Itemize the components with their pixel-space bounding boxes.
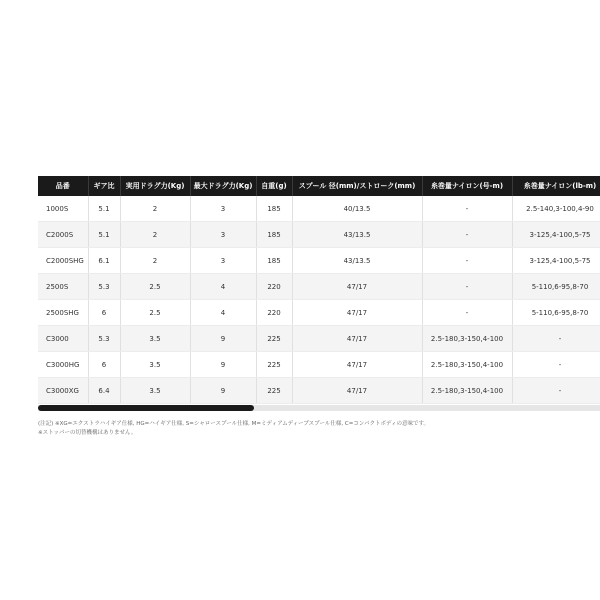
table-cell: 5.3 (88, 274, 120, 300)
table-cell: 2.5 (120, 274, 190, 300)
table-cell: 3.5 (120, 326, 190, 352)
header-cell: 品番 (38, 176, 88, 196)
header-cell: 実用ドラグ力(Kg) (120, 176, 190, 196)
table-cell: 1000S (38, 196, 88, 222)
table-cell: - (512, 378, 600, 404)
table-cell: C3000 (38, 326, 88, 352)
table-cell: 3-125,4-100,5-75 (512, 248, 600, 274)
table-cell: 4 (190, 274, 256, 300)
table-cell: 3 (190, 248, 256, 274)
table-cell: 2 (120, 222, 190, 248)
table-cell: - (512, 352, 600, 378)
table-cell: C3000HG (38, 352, 88, 378)
table-cell: C2000S (38, 222, 88, 248)
spec-table-container (38, 176, 600, 412)
table-cell: - (422, 222, 512, 248)
table-cell: - (422, 274, 512, 300)
scrollbar-thumb[interactable] (38, 405, 254, 411)
table-cell: 47/17 (292, 326, 422, 352)
table-cell: 2500S (38, 274, 88, 300)
table-cell: 9 (190, 352, 256, 378)
header-cell: 最大ドラグ力(Kg) (190, 176, 256, 196)
table-cell: 9 (190, 378, 256, 404)
table-cell: 6 (88, 352, 120, 378)
header-cell: スプール 径(mm)/ストローク(mm) (292, 176, 422, 196)
table-row (38, 196, 600, 222)
table-cell: 2.5-180,3-150,4-100 (422, 352, 512, 378)
table-row (38, 222, 600, 248)
table-cell: 225 (256, 326, 292, 352)
table-row (38, 326, 600, 352)
table-cell: C2000SHG (38, 248, 88, 274)
table-cell: 6.1 (88, 248, 120, 274)
table-cell: 225 (256, 378, 292, 404)
note-line: (注記) ※XG=エクストラハイギア仕様, HG=ハイギア仕様, S=シャロースプール仕様, M=ミディアムディープスプール仕様, C=コンパクトボディの意味です。 (38, 421, 430, 427)
table-cell: 3 (190, 222, 256, 248)
header-cell: 糸巻量ナイロン(号-m) (422, 176, 512, 196)
table-cell: - (512, 326, 600, 352)
table-cell: - (422, 300, 512, 326)
table-cell: C3000XG (38, 378, 88, 404)
table-cell: 40/13.5 (292, 196, 422, 222)
table-cell: 185 (256, 248, 292, 274)
table-cell: 5-110,6-95,8-70 (512, 274, 600, 300)
table-cell: 220 (256, 274, 292, 300)
table-cell: 43/13.5 (292, 248, 422, 274)
table-cell: 47/17 (292, 300, 422, 326)
table-cell: 47/17 (292, 352, 422, 378)
header-cell: ギア比 (88, 176, 120, 196)
table-cell: 3.5 (120, 378, 190, 404)
table-row (38, 248, 600, 274)
table-cell: 2 (120, 248, 190, 274)
table-cell: 47/17 (292, 378, 422, 404)
table-row (38, 378, 600, 404)
table-cell: 185 (256, 222, 292, 248)
table-cell: 3.5 (120, 352, 190, 378)
table-cell: 2.5-140,3-100,4-90 (512, 196, 600, 222)
header-cell: 糸巻量ナイロン(lb-m) (512, 176, 600, 196)
table-cell: 43/13.5 (292, 222, 422, 248)
table-row (38, 300, 600, 326)
table-row (38, 352, 600, 378)
table-cell: 185 (256, 196, 292, 222)
table-cell: 5-110,6-95,8-70 (512, 300, 600, 326)
note-line: ※ストッパーの切替機構はありません。 (38, 430, 137, 436)
table-cell: 2500SHG (38, 300, 88, 326)
horizontal-scrollbar[interactable] (38, 405, 600, 411)
spec-table (38, 176, 600, 404)
table-notes (38, 420, 598, 438)
table-cell: - (422, 196, 512, 222)
table-cell: 2 (120, 196, 190, 222)
table-cell: 3 (190, 196, 256, 222)
table-cell: 9 (190, 326, 256, 352)
table-cell: 220 (256, 300, 292, 326)
table-cell: 47/17 (292, 274, 422, 300)
table-cell: 3-125,4-100,5-75 (512, 222, 600, 248)
table-cell: 5.1 (88, 196, 120, 222)
header-cell: 自重(g) (256, 176, 292, 196)
table-cell: 6 (88, 300, 120, 326)
table-cell: 5.1 (88, 222, 120, 248)
table-cell: 6.4 (88, 378, 120, 404)
table-cell: - (422, 248, 512, 274)
table-header-row (38, 176, 600, 196)
table-row (38, 274, 600, 300)
table-cell: 2.5-180,3-150,4-100 (422, 378, 512, 404)
table-cell: 2.5 (120, 300, 190, 326)
table-cell: 225 (256, 352, 292, 378)
table-cell: 4 (190, 300, 256, 326)
table-cell: 5.3 (88, 326, 120, 352)
table-cell: 2.5-180,3-150,4-100 (422, 326, 512, 352)
